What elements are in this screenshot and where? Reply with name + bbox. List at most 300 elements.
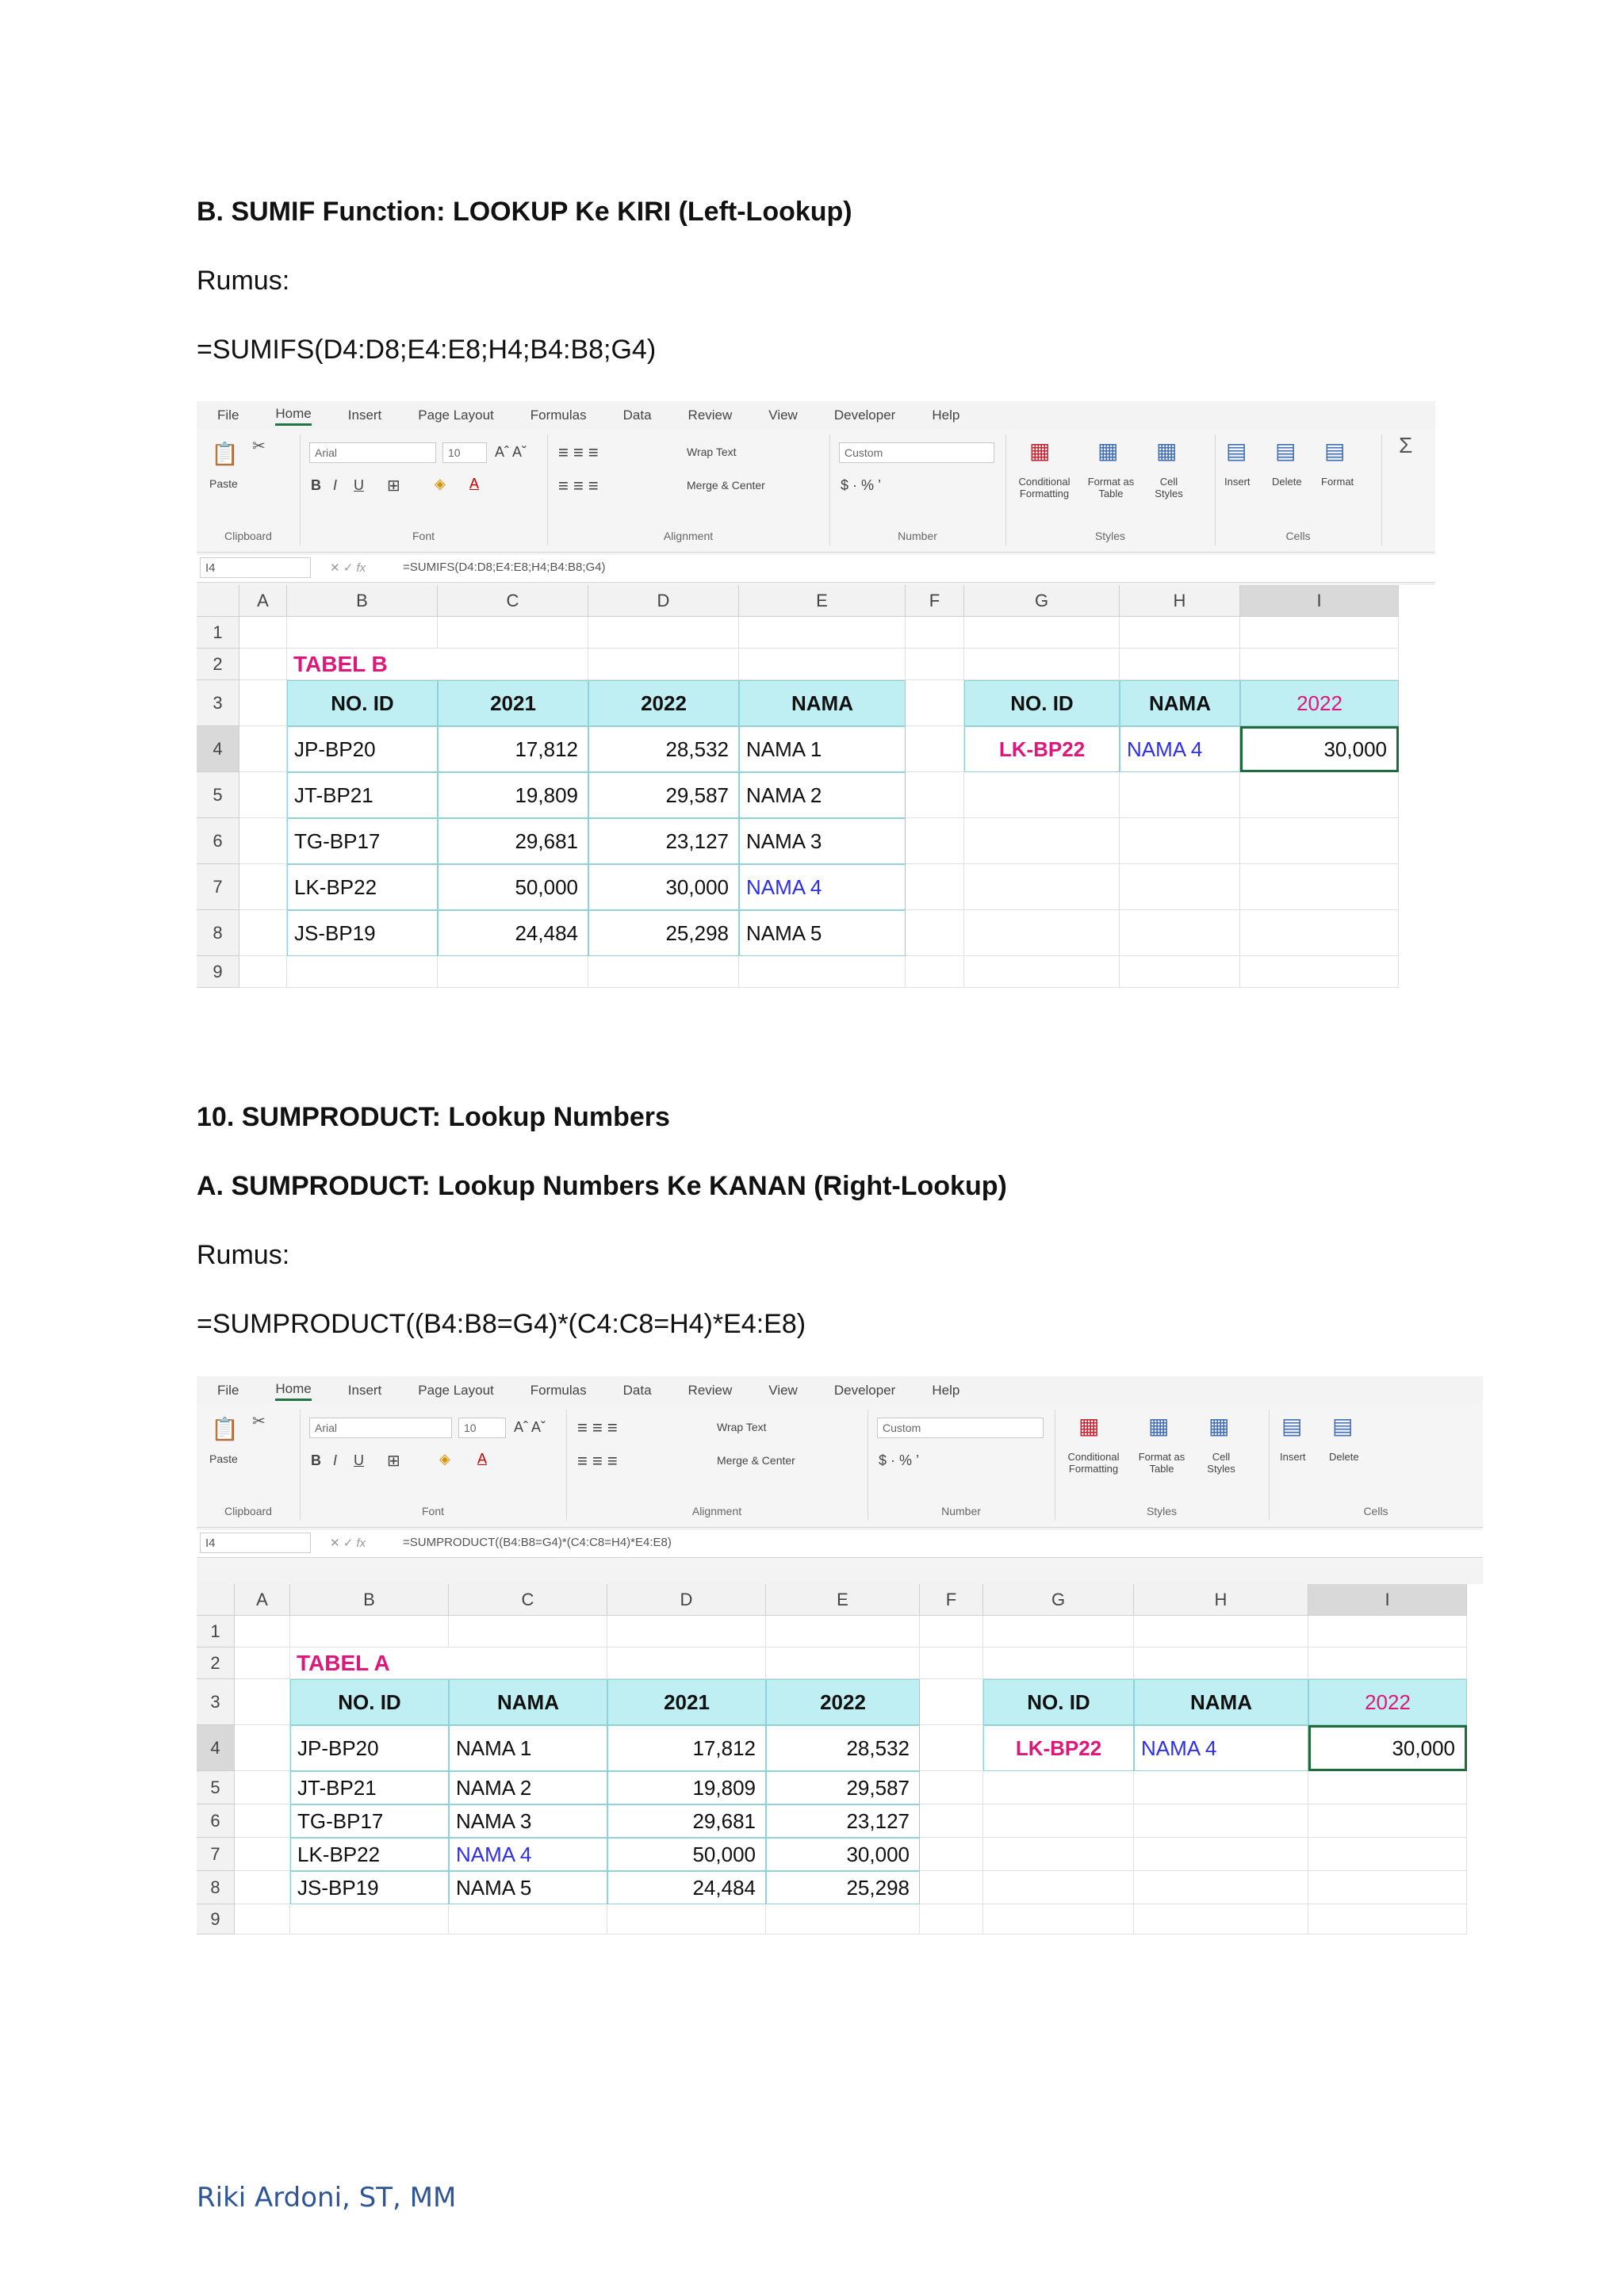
autosum-icon[interactable]: Σ — [1399, 433, 1413, 457]
table-title[interactable]: TABEL B — [287, 649, 588, 680]
column-header[interactable]: E — [739, 585, 906, 617]
table-cell[interactable]: NAMA 1 — [449, 1725, 607, 1771]
grid-cell[interactable] — [1240, 956, 1399, 988]
grid-cell[interactable] — [964, 864, 1120, 910]
row-header[interactable]: 7 — [197, 1838, 235, 1871]
grid-cell[interactable] — [1120, 617, 1240, 649]
grid-cell[interactable] — [239, 617, 287, 649]
tab-file[interactable]: File — [217, 408, 239, 423]
lookup-header-cell[interactable]: 2022 — [1240, 680, 1399, 726]
cut-icon[interactable]: ✂ — [252, 438, 266, 455]
tab-insert[interactable]: Insert — [347, 408, 382, 423]
cut-icon[interactable]: ✂ — [252, 1413, 266, 1430]
column-header[interactable]: F — [906, 585, 964, 617]
table-cell[interactable]: 24,484 — [607, 1871, 766, 1904]
wrap-text-button[interactable]: Wrap Text — [687, 446, 737, 458]
grid-cell[interactable] — [607, 1647, 766, 1679]
tab-help[interactable]: Help — [932, 408, 960, 423]
row-header[interactable]: 6 — [197, 818, 239, 864]
grid-cell[interactable] — [920, 1616, 983, 1647]
lookup-header-cell[interactable]: NO. ID — [983, 1679, 1134, 1725]
clipboard-group-title: Clipboard — [224, 530, 272, 542]
grid-cell[interactable] — [449, 1616, 607, 1647]
grid-cell[interactable] — [588, 956, 739, 988]
grid-cell[interactable] — [239, 864, 287, 910]
name-box[interactable]: I4 — [200, 557, 311, 578]
table-cell[interactable]: JT-BP21 — [290, 1771, 449, 1804]
table-header-cell[interactable]: 2022 — [588, 680, 739, 726]
row-header[interactable]: 1 — [197, 1616, 235, 1647]
grid-cell[interactable] — [920, 1904, 983, 1934]
grid-cell[interactable] — [235, 1616, 290, 1647]
grid-cell[interactable] — [906, 864, 964, 910]
insert-cells-button[interactable]: Insert — [1280, 1451, 1306, 1463]
grid-cell[interactable] — [983, 1771, 1134, 1804]
tab-data[interactable]: Data — [622, 408, 652, 423]
fill-color-icon[interactable]: ◈ — [435, 476, 446, 492]
font-group — [300, 1410, 567, 1521]
grow-font-icon[interactable]: Aˆ Aˇ — [495, 444, 527, 460]
row-header[interactable]: 4 — [197, 726, 239, 772]
format-cells-button[interactable]: Format — [1321, 476, 1354, 488]
row-header[interactable]: 1 — [197, 617, 239, 649]
font-group-title: Font — [412, 530, 435, 542]
grid-cell[interactable] — [983, 1804, 1134, 1838]
grid-cell[interactable] — [449, 1904, 607, 1934]
tab-home[interactable]: Home — [275, 406, 311, 426]
column-header[interactable]: F — [920, 1584, 983, 1616]
bold-icon[interactable]: B — [311, 477, 321, 493]
grid-cell[interactable] — [1308, 1616, 1467, 1647]
grid-cell[interactable] — [235, 1679, 290, 1725]
tab-developer[interactable]: Developer — [833, 1383, 896, 1398]
grid-cell[interactable] — [906, 910, 964, 956]
grid-cell[interactable] — [906, 956, 964, 988]
table-cell[interactable]: 30,000 — [766, 1838, 920, 1871]
grid-cell[interactable] — [235, 1771, 290, 1804]
column-header[interactable]: I — [1308, 1584, 1467, 1616]
grid-cell[interactable] — [964, 772, 1120, 818]
grid-cell[interactable] — [235, 1838, 290, 1871]
select-all-corner[interactable] — [197, 1584, 235, 1616]
bold-icon[interactable]: B — [311, 1452, 321, 1468]
grid-cell[interactable] — [920, 1725, 983, 1771]
grid-cell[interactable] — [1308, 1838, 1467, 1871]
conditional-formatting-button[interactable]: Conditional Formatting — [1018, 476, 1071, 499]
grid-cell[interactable] — [920, 1804, 983, 1838]
grid-cell[interactable] — [739, 649, 906, 680]
ribbon — [197, 1405, 1483, 1528]
row-header[interactable]: 9 — [197, 1904, 235, 1934]
name-box[interactable]: I4 — [200, 1533, 311, 1553]
table-cell[interactable]: NAMA 4 — [449, 1838, 607, 1871]
cells-group-title: Cells — [1285, 530, 1311, 542]
tab-view[interactable]: View — [768, 1383, 798, 1398]
font-name-select[interactable]: Arial — [309, 1418, 452, 1438]
format-as-table-button[interactable]: Format as Table — [1087, 476, 1135, 499]
align-top-icon[interactable]: ≡ ≡ ≡ — [558, 442, 599, 462]
fx-icon: ✕ ✓ fx — [330, 561, 366, 575]
insert-cells-icon[interactable]: ▤ — [1226, 438, 1247, 463]
row-header[interactable]: 3 — [197, 680, 239, 726]
grid-cell[interactable] — [235, 1804, 290, 1838]
grid-cell[interactable] — [1120, 772, 1240, 818]
grid-cell[interactable] — [1120, 864, 1240, 910]
column-header[interactable]: D — [588, 585, 739, 617]
table-cell[interactable]: NAMA 3 — [739, 818, 906, 864]
row-header[interactable]: 2 — [197, 1647, 235, 1679]
formula-input[interactable]: =SUMPRODUCT((B4:B8=G4)*(C4:C8=H4)*E4:E8) — [403, 1536, 672, 1549]
delete-cells-icon[interactable]: ▤ — [1332, 1414, 1354, 1438]
grid-cell[interactable] — [1134, 1771, 1308, 1804]
italic-icon[interactable]: I — [333, 477, 338, 493]
section-b-heading: B. SUMIF Function: LOOKUP Ke KIRI (Left-Lookup) — [197, 197, 852, 227]
table-cell[interactable]: 50,000 — [438, 864, 588, 910]
wrap-text-button[interactable]: Wrap Text — [717, 1421, 767, 1433]
lookup-result-cell[interactable]: 30,000 — [1308, 1725, 1467, 1771]
column-header[interactable]: B — [287, 585, 438, 617]
grid-cell[interactable] — [766, 1647, 920, 1679]
table-cell[interactable]: LK-BP22 — [287, 864, 438, 910]
grid-cell[interactable] — [287, 617, 438, 649]
table-cell[interactable]: NAMA 2 — [739, 772, 906, 818]
table-cell[interactable]: 17,812 — [607, 1725, 766, 1771]
grid-cell[interactable] — [239, 726, 287, 772]
row-header[interactable]: 3 — [197, 1679, 235, 1725]
grid-cell[interactable] — [739, 617, 906, 649]
grid-cell[interactable] — [964, 956, 1120, 988]
lookup-id-cell[interactable]: LK-BP22 — [983, 1725, 1134, 1771]
row-header[interactable]: 5 — [197, 772, 239, 818]
font-size-select[interactable]: 10 — [458, 1418, 506, 1438]
grid-cell[interactable] — [588, 617, 739, 649]
section-10a-formula: =SUMPRODUCT((B4:B8=G4)*(C4:C8=H4)*E4:E8) — [197, 1309, 806, 1339]
row-header[interactable]: 5 — [197, 1771, 235, 1804]
grid-cell[interactable] — [983, 1838, 1134, 1871]
tab-data[interactable]: Data — [622, 1383, 652, 1398]
grid-cell[interactable] — [906, 617, 964, 649]
table-cell[interactable]: 29,587 — [588, 772, 739, 818]
table-cell[interactable]: NAMA 3 — [449, 1804, 607, 1838]
grid-cell[interactable] — [964, 617, 1120, 649]
column-header[interactable]: C — [449, 1584, 607, 1616]
percent-icon[interactable]: $ · % ’ — [841, 477, 882, 493]
table-cell[interactable]: 28,532 — [588, 726, 739, 772]
cell-styles-icon[interactable]: ▦ — [1208, 1414, 1230, 1438]
grid-cell[interactable] — [906, 649, 964, 680]
grid-cell[interactable] — [1134, 1616, 1308, 1647]
format-as-table-icon[interactable]: ▦ — [1097, 438, 1119, 463]
table-cell[interactable]: 23,127 — [766, 1804, 920, 1838]
lookup-name-cell[interactable]: NAMA 4 — [1134, 1725, 1308, 1771]
grid-cell[interactable] — [906, 680, 964, 726]
lookup-header-cell[interactable]: 2022 — [1308, 1679, 1467, 1725]
tab-view[interactable]: View — [768, 408, 798, 423]
grid-cell[interactable] — [235, 1871, 290, 1904]
conditional-formatting-icon[interactable]: ▦ — [1029, 438, 1051, 463]
align-top-icon[interactable]: ≡ ≡ ≡ — [577, 1418, 618, 1437]
grid-cell[interactable] — [920, 1871, 983, 1904]
grid-cell[interactable] — [1120, 818, 1240, 864]
grid-cell[interactable] — [739, 956, 906, 988]
table-cell[interactable]: 19,809 — [607, 1771, 766, 1804]
grid-cell[interactable] — [906, 772, 964, 818]
grid-cell[interactable] — [1308, 1771, 1467, 1804]
table-cell[interactable]: NAMA 1 — [739, 726, 906, 772]
grid-cell[interactable] — [1308, 1871, 1467, 1904]
font-color-icon[interactable]: A — [477, 1451, 488, 1467]
grid-cell[interactable] — [1120, 956, 1240, 988]
conditional-formatting-button[interactable]: Conditional Formatting — [1067, 1451, 1120, 1475]
percent-icon[interactable]: $ · % ’ — [879, 1452, 920, 1468]
table-header-cell[interactable]: NAMA — [449, 1679, 607, 1725]
formula-bar — [197, 1530, 1483, 1558]
paste-icon[interactable]: 📋 — [211, 442, 239, 466]
table-cell[interactable]: JP-BP20 — [290, 1725, 449, 1771]
delete-cells-icon[interactable]: ▤ — [1275, 438, 1297, 463]
table-header-cell[interactable]: 2022 — [766, 1679, 920, 1725]
font-color-icon[interactable]: A — [469, 476, 480, 492]
grid-cell[interactable] — [1134, 1647, 1308, 1679]
grid-cell[interactable] — [1120, 649, 1240, 680]
tab-formulas[interactable]: Formulas — [530, 1383, 587, 1398]
table-cell[interactable]: 29,681 — [438, 818, 588, 864]
row-header[interactable]: 6 — [197, 1804, 235, 1838]
number-format-select[interactable]: Custom — [839, 442, 994, 463]
clipboard-group — [197, 1410, 301, 1521]
tab-review[interactable]: Review — [688, 1383, 733, 1398]
table-cell[interactable]: JP-BP20 — [287, 726, 438, 772]
column-header[interactable]: I — [1240, 585, 1399, 617]
fill-color-icon[interactable]: ◈ — [439, 1451, 450, 1467]
tab-developer[interactable]: Developer — [833, 408, 896, 423]
grid-cell[interactable] — [607, 1904, 766, 1934]
grid-cell[interactable] — [1240, 910, 1399, 956]
column-header[interactable]: H — [1134, 1584, 1308, 1616]
grid-cell[interactable] — [983, 1616, 1134, 1647]
grid-cell[interactable] — [588, 649, 739, 680]
lookup-id-cell[interactable]: LK-BP22 — [964, 726, 1120, 772]
grid-cell[interactable] — [964, 818, 1120, 864]
grid-cell[interactable] — [239, 910, 287, 956]
grid-cell[interactable] — [983, 1904, 1134, 1934]
column-header[interactable]: H — [1120, 585, 1240, 617]
table-cell[interactable]: JS-BP19 — [287, 910, 438, 956]
table-cell[interactable]: 25,298 — [766, 1871, 920, 1904]
grid-cell[interactable] — [235, 1904, 290, 1934]
formula-input[interactable]: =SUMIFS(D4:D8;E4:E8;H4;B4:B8;G4) — [403, 561, 606, 574]
table-cell[interactable]: TG-BP17 — [290, 1804, 449, 1838]
grid-cell[interactable] — [1308, 1647, 1467, 1679]
grid-cell[interactable] — [239, 680, 287, 726]
column-header[interactable]: C — [438, 585, 588, 617]
table-header-cell[interactable]: NO. ID — [290, 1679, 449, 1725]
grid-cell[interactable] — [983, 1647, 1134, 1679]
grid-cell[interactable] — [1308, 1804, 1467, 1838]
paste-button[interactable]: Paste — [209, 477, 238, 490]
grid-cell[interactable] — [920, 1679, 983, 1725]
grid-cell[interactable] — [290, 1616, 449, 1647]
grid-cell[interactable] — [1134, 1871, 1308, 1904]
grid-cell[interactable] — [239, 649, 287, 680]
tab-page-layout[interactable]: Page Layout — [418, 1383, 494, 1398]
grid-cell[interactable] — [964, 649, 1120, 680]
grid-cell[interactable] — [290, 1904, 449, 1934]
column-header[interactable]: B — [290, 1584, 449, 1616]
select-all-corner[interactable] — [197, 585, 239, 617]
table-cell[interactable]: NAMA 4 — [739, 864, 906, 910]
tab-page-layout[interactable]: Page Layout — [418, 408, 494, 423]
grid-cell[interactable] — [920, 1771, 983, 1804]
footer-author: Riki Ardoni, ST, MM — [197, 2182, 457, 2214]
paste-icon[interactable]: 📋 — [211, 1417, 239, 1441]
grid-cell[interactable] — [1240, 818, 1399, 864]
insert-cells-icon[interactable]: ▤ — [1281, 1414, 1303, 1438]
row-header[interactable]: 9 — [197, 956, 239, 988]
grid-cell[interactable] — [964, 910, 1120, 956]
grid-cell[interactable] — [607, 1616, 766, 1647]
tab-file[interactable]: File — [217, 1383, 239, 1398]
grid-cell[interactable] — [1240, 772, 1399, 818]
table-title[interactable]: TABEL A — [290, 1647, 607, 1679]
row-header[interactable]: 4 — [197, 1725, 235, 1771]
borders-icon[interactable]: ⊞ — [387, 477, 400, 495]
row-header[interactable]: 2 — [197, 649, 239, 680]
tab-formulas[interactable]: Formulas — [530, 408, 587, 423]
paste-button[interactable]: Paste — [209, 1452, 238, 1465]
table-cell[interactable]: 30,000 — [588, 864, 739, 910]
lookup-result-cell[interactable]: 30,000 — [1240, 726, 1399, 772]
underline-icon[interactable]: U — [354, 477, 364, 493]
table-cell[interactable]: NAMA 5 — [739, 910, 906, 956]
grid-cell[interactable] — [1240, 864, 1399, 910]
lookup-header-cell[interactable]: NAMA — [1134, 1679, 1308, 1725]
grid-cell[interactable] — [1240, 617, 1399, 649]
number-format-select[interactable]: Custom — [877, 1418, 1044, 1438]
grid-cell[interactable] — [766, 1904, 920, 1934]
table-cell[interactable]: 17,812 — [438, 726, 588, 772]
cell-styles-icon[interactable]: ▦ — [1156, 438, 1178, 463]
cell-styles-button[interactable]: Cell Styles — [1207, 1451, 1235, 1475]
grid-cell[interactable] — [1134, 1804, 1308, 1838]
tab-insert[interactable]: Insert — [347, 1383, 382, 1398]
table-cell[interactable]: 50,000 — [607, 1838, 766, 1871]
table-cell[interactable]: TG-BP17 — [287, 818, 438, 864]
table-cell[interactable]: 29,681 — [607, 1804, 766, 1838]
grid-cell[interactable] — [920, 1838, 983, 1871]
grid-cell[interactable] — [287, 956, 438, 988]
ribbon — [197, 430, 1435, 553]
grid-cell[interactable] — [983, 1871, 1134, 1904]
table-header-cell[interactable]: 2021 — [607, 1679, 766, 1725]
grid-cell[interactable] — [235, 1647, 290, 1679]
format-as-table-button[interactable]: Format as Table — [1138, 1451, 1185, 1475]
table-cell[interactable]: 25,298 — [588, 910, 739, 956]
align-left-icon[interactable]: ≡ ≡ ≡ — [577, 1451, 618, 1471]
worksheet-grid[interactable] — [197, 1584, 1483, 1949]
lookup-header-cell[interactable]: NAMA — [1120, 680, 1240, 726]
insert-cells-button[interactable]: Insert — [1224, 476, 1251, 488]
section-b-formula: =SUMIFS(D4:D8;E4:E8;H4;B4:B8;G4) — [197, 335, 657, 365]
merge-center-button[interactable]: Merge & Center — [687, 479, 765, 492]
column-header[interactable]: D — [607, 1584, 766, 1616]
table-header-cell[interactable]: NO. ID — [287, 680, 438, 726]
column-header[interactable]: A — [235, 1584, 290, 1616]
row-header[interactable]: 7 — [197, 864, 239, 910]
formula-bar — [197, 555, 1435, 583]
grid-cell[interactable] — [239, 818, 287, 864]
row-header[interactable]: 8 — [197, 910, 239, 956]
alignment-group-title: Alignment — [691, 1505, 742, 1517]
table-cell[interactable]: 24,484 — [438, 910, 588, 956]
delete-cells-button[interactable]: Delete — [1272, 476, 1302, 488]
lookup-header-cell[interactable]: NO. ID — [964, 680, 1120, 726]
table-cell[interactable]: NAMA 2 — [449, 1771, 607, 1804]
italic-icon[interactable]: I — [333, 1452, 338, 1468]
grid-cell[interactable] — [239, 956, 287, 988]
table-header-cell[interactable]: NAMA — [739, 680, 906, 726]
grid-cell[interactable] — [438, 956, 588, 988]
tab-review[interactable]: Review — [688, 408, 733, 423]
borders-icon[interactable]: ⊞ — [387, 1452, 400, 1470]
align-left-icon[interactable]: ≡ ≡ ≡ — [558, 476, 599, 496]
tab-help[interactable]: Help — [932, 1383, 960, 1398]
font-size-select[interactable]: 10 — [442, 442, 487, 463]
grid-cell[interactable] — [920, 1647, 983, 1679]
table-cell[interactable]: 29,587 — [766, 1771, 920, 1804]
grid-cell[interactable] — [906, 726, 964, 772]
grid-cell[interactable] — [766, 1616, 920, 1647]
grid-cell[interactable] — [1134, 1904, 1308, 1934]
table-cell[interactable]: 28,532 — [766, 1725, 920, 1771]
table-cell[interactable]: JS-BP19 — [290, 1871, 449, 1904]
grid-cell[interactable] — [1240, 649, 1399, 680]
table-header-cell[interactable]: 2021 — [438, 680, 588, 726]
grid-cell[interactable] — [1308, 1904, 1467, 1934]
row-header[interactable]: 8 — [197, 1871, 235, 1904]
grid-cell[interactable] — [1134, 1838, 1308, 1871]
format-as-table-icon[interactable]: ▦ — [1148, 1414, 1170, 1438]
conditional-formatting-icon[interactable]: ▦ — [1078, 1414, 1100, 1438]
merge-center-button[interactable]: Merge & Center — [717, 1454, 795, 1467]
column-header[interactable]: G — [964, 585, 1120, 617]
delete-cells-button[interactable]: Delete — [1329, 1451, 1359, 1463]
table-cell[interactable]: JT-BP21 — [287, 772, 438, 818]
grid-cell[interactable] — [1120, 910, 1240, 956]
underline-icon[interactable]: U — [354, 1452, 364, 1468]
grid-cell[interactable] — [906, 818, 964, 864]
cell-styles-button[interactable]: Cell Styles — [1155, 476, 1183, 499]
grid-cell[interactable] — [438, 617, 588, 649]
column-header[interactable]: G — [983, 1584, 1134, 1616]
tab-home[interactable]: Home — [275, 1381, 311, 1401]
grid-cell[interactable] — [239, 772, 287, 818]
table-cell[interactable]: 23,127 — [588, 818, 739, 864]
column-header[interactable]: E — [766, 1584, 920, 1616]
table-cell[interactable]: 19,809 — [438, 772, 588, 818]
table-cell[interactable]: LK-BP22 — [290, 1838, 449, 1871]
grow-font-icon[interactable]: Aˆ Aˇ — [514, 1419, 546, 1435]
grid-cell[interactable] — [235, 1725, 290, 1771]
table-cell[interactable]: NAMA 5 — [449, 1871, 607, 1904]
column-header[interactable]: A — [239, 585, 287, 617]
format-cells-icon[interactable]: ▤ — [1324, 438, 1346, 463]
section-10a-rumus-label: Rumus: — [197, 1240, 290, 1270]
lookup-name-cell[interactable]: NAMA 4 — [1120, 726, 1240, 772]
worksheet-grid[interactable] — [197, 585, 1435, 989]
ribbon-tabs — [197, 401, 1435, 430]
font-name-select[interactable]: Arial — [309, 442, 436, 463]
